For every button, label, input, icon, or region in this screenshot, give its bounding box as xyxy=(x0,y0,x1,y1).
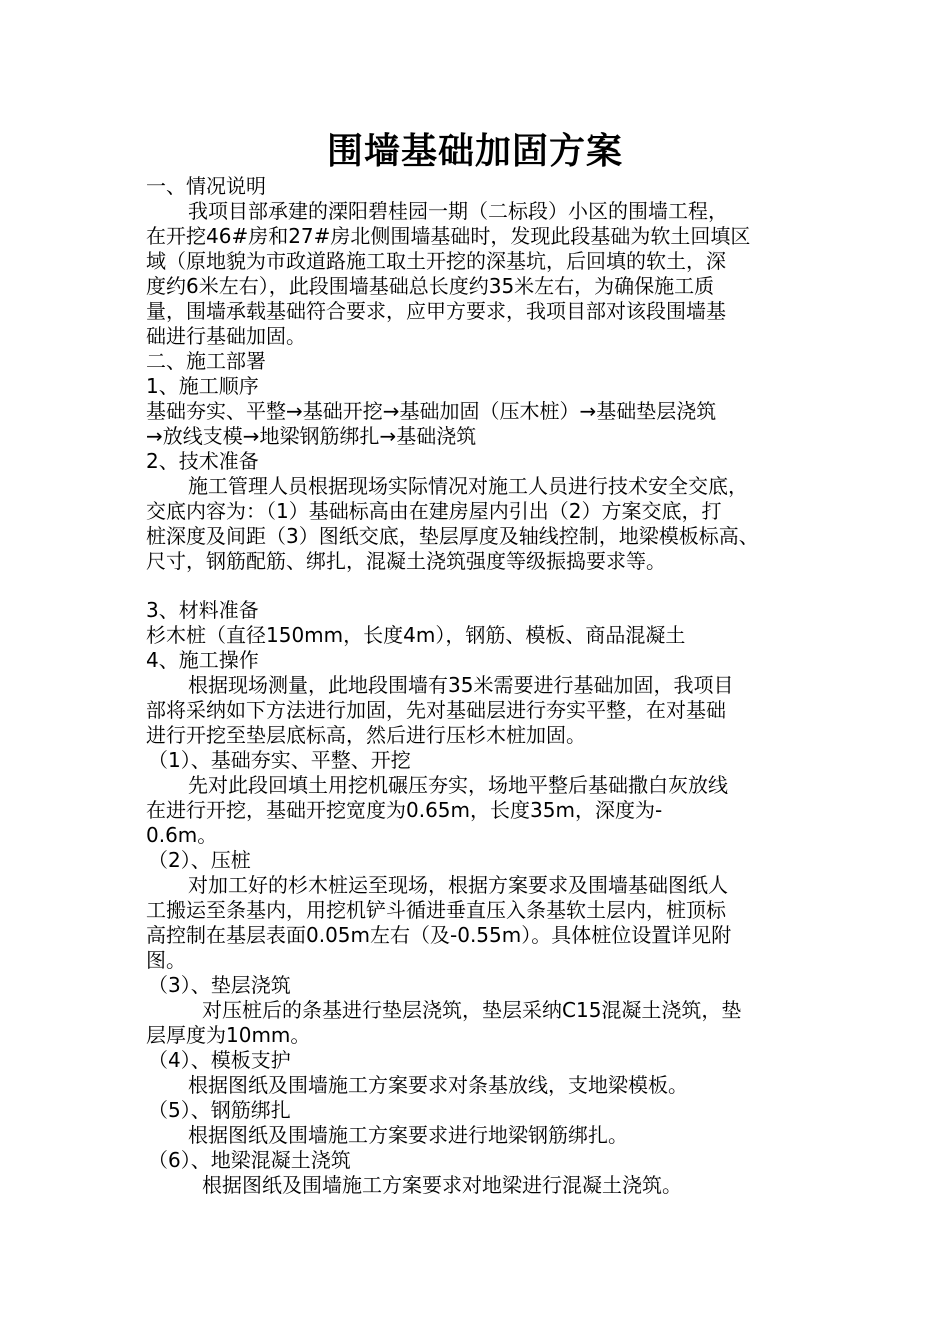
paragraph-line: 根据现场测量，此地段围墙有35米需要进行基础加固，我项目 xyxy=(188,673,734,697)
paragraph-line: 度约6米左右），此段围墙基础总长度约35米左右，为确保施工质 xyxy=(146,274,715,298)
paragraph-line: 量，围墙承载基础符合要求，应甲方要求，我项目部对该段围墙基 xyxy=(146,299,726,323)
paragraph-line: 图。 xyxy=(146,948,186,972)
subheading-formwork: （4）、模板支护 xyxy=(148,1048,291,1072)
paragraph-line: 根据图纸及围墙施工方案要求对条基放线，支地梁模板。 xyxy=(188,1073,688,1097)
paragraph-line: 高控制在基层表面0.05m左右（及-0.55m）。具体桩位设置详见附 xyxy=(146,923,732,947)
paragraph-line: 部将采纳如下方法进行加固，先对基础层进行夯实平整，在对基础 xyxy=(146,698,726,722)
paragraph-line: 对加工好的杉木桩运至现场，根据方案要求及围墙基础图纸人 xyxy=(188,873,728,897)
heading-materials: 3、材料准备 xyxy=(146,598,259,622)
heading-operations: 4、施工操作 xyxy=(146,648,259,672)
paragraph-line: 进行开挖至垫层底标高，然后进行压杉木桩加固。 xyxy=(146,723,586,747)
heading-sequence: 1、施工顺序 xyxy=(146,374,259,398)
heading-deployment: 二、施工部署 xyxy=(146,349,266,373)
document-title: 围墙基础加固方案 xyxy=(326,131,623,172)
subheading-concrete: （6）、地梁混凝土浇筑 xyxy=(148,1148,351,1172)
paragraph-line: 层厚度为10mm。 xyxy=(146,1023,311,1047)
paragraph-line: 域（原地貌为市政道路施工取土开挖的深基坑，后回填的软土，深 xyxy=(146,249,726,273)
paragraph-line: 础进行基础加固。 xyxy=(146,324,306,348)
paragraph-line: 杉木桩（直径150mm，长度4m），钢筋、模板、商品混凝土 xyxy=(146,623,686,647)
paragraph-line: 施工管理人员根据现场实际情况对施工人员进行技术安全交底， xyxy=(188,474,748,498)
paragraph-line: 在进行开挖，基础开挖宽度为0.65m，长度35m，深度为- xyxy=(146,798,663,822)
paragraph-line: 我项目部承建的溧阳碧桂园一期（二标段）小区的围墙工程， xyxy=(188,199,728,223)
subheading-cushion: （3）、垫层浇筑 xyxy=(148,973,291,997)
paragraph-line: 根据图纸及围墙施工方案要求对地梁进行混凝土浇筑。 xyxy=(202,1173,682,1197)
subheading-piling: （2）、压桩 xyxy=(148,848,251,872)
heading-situation: 一、情况说明 xyxy=(146,174,266,198)
heading-technical-prep: 2、技术准备 xyxy=(146,449,259,473)
paragraph-line: 根据图纸及围墙施工方案要求进行地梁钢筋绑扎。 xyxy=(188,1123,628,1147)
paragraph-line: 先对此段回填土用挖机碾压夯实，场地平整后基础撒白灰放线 xyxy=(188,773,728,797)
subheading-rebar: （5）、钢筋绑扎 xyxy=(148,1098,291,1122)
paragraph-line: 0.6m。 xyxy=(146,823,218,847)
paragraph-line: →放线支模→地梁钢筋绑扎→基础浇筑 xyxy=(146,424,477,448)
paragraph-line: 工搬运至条基内，用挖机铲斗循进垂直压入条基软土层内，桩顶标 xyxy=(146,898,726,922)
subheading-compaction: （1）、基础夯实、平整、开挖 xyxy=(148,748,411,772)
paragraph-line: 在开挖46#房和27#房北侧围墙基础时，发现此段基础为软土回填区 xyxy=(146,224,751,248)
paragraph-line: 交底内容为：（1）基础标高由在建房屋内引出（2）方案交底，打 xyxy=(146,499,722,523)
paragraph-line: 桩深度及间距（3）图纸交底，垫层厚度及轴线控制，地梁模板标高、 xyxy=(146,524,759,548)
paragraph-line: 基础夯实、平整→基础开挖→基础加固（压木桩）→基础垫层浇筑 xyxy=(146,399,717,423)
paragraph-line: 尺寸，钢筋配筋、绑扎，混凝土浇筑强度等级振捣要求等。 xyxy=(146,549,666,573)
paragraph-line: 对压桩后的条基进行垫层浇筑，垫层采纳C15混凝土浇筑，垫 xyxy=(202,998,742,1022)
